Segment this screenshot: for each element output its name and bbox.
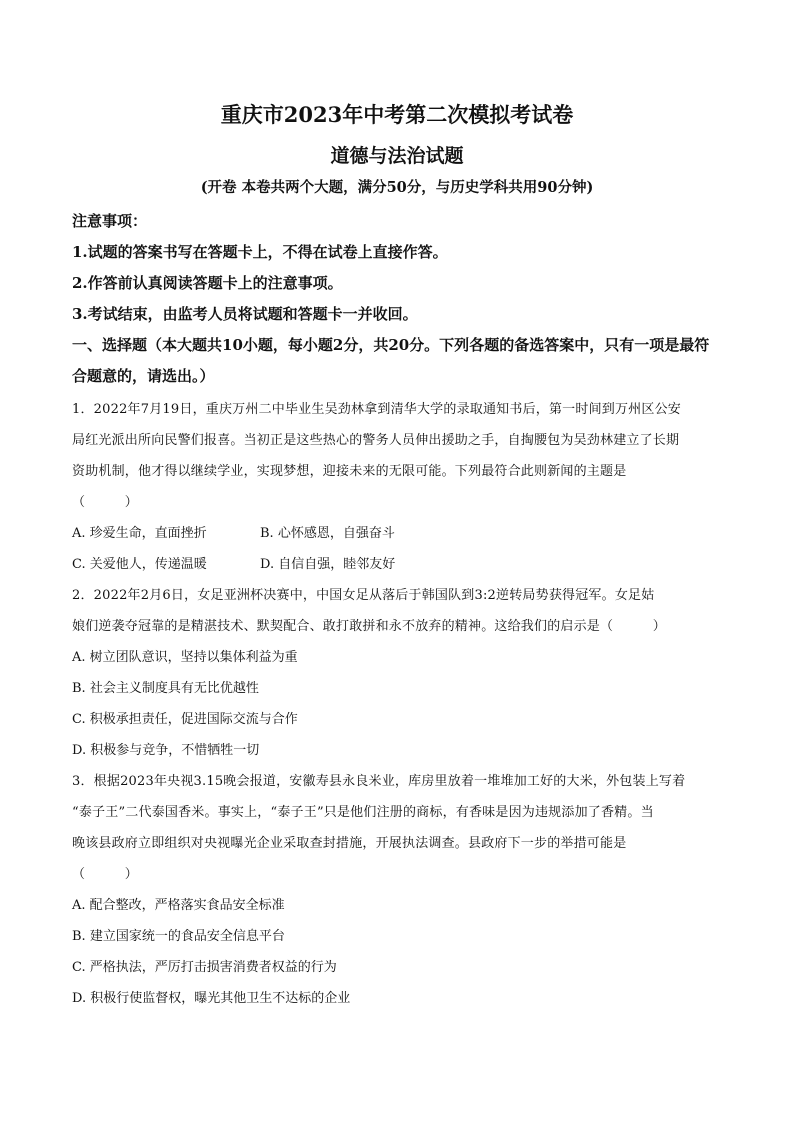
section-heading: 一、选择题（本大题共10小题，每小题2分，共20分。下列各题的备选答案中，只有一项是最符合题意的，请选出。） bbox=[72, 336, 710, 385]
note-item: 1.试题的答案书写在答题卡上，不得在试卷上直接作答。 bbox=[72, 243, 448, 261]
question-stem-line: 局红光派出所向民警们报喜。当初正是这些热心的警务人员伸出援助之手，自掏腰包为吴劲林建立了长期 bbox=[72, 433, 680, 448]
question-stem-line: 娘们逆袭夺冠靠的是精湛技术、默契配合、敢打敢拼和永不放弃的精神。这给我们的启示是（ ） bbox=[72, 619, 667, 634]
option-b: B. 社会主义制度具有无比优越性 bbox=[72, 681, 259, 696]
option-row bbox=[72, 518, 722, 549]
question-stem-line: 资助机制，他才得以继续学业，实现梦想，迎接未来的无限可能。下列最符合此则新闻的主题是 bbox=[72, 464, 627, 479]
question-stem-line: “泰子王”二代泰国香米。事实上，“泰子王”只是他们注册的商标，有香味是因为违规添加了香精。当 bbox=[72, 805, 654, 820]
option-b: B. 心怀感恩，自强奋斗 bbox=[260, 526, 395, 541]
question-stem-line: 晚该县政府立即组织对央视曝光企业采取查封措施，开展执法调查。县政府下一步的举措可能是 bbox=[72, 836, 627, 851]
answer-blank: （ ） bbox=[72, 867, 139, 882]
option-b: B. 建立国家统一的食品安全信息平台 bbox=[72, 929, 285, 944]
question-stem-line: 2．2022年2月6日，女足亚洲杯决赛中，中国女足从落后于韩国队到3:2逆转局势获得冠军。女足姑 bbox=[72, 588, 655, 603]
note-item: 2.作答前认真阅读答题卡上的注意事项。 bbox=[72, 274, 343, 292]
option-c: C. 严格执法，严厉打击损害消费者权益的行为 bbox=[72, 960, 337, 975]
option-d: D. 自信自强，睦邻友好 bbox=[260, 557, 396, 572]
note-item: 3.考试结束，由监考人员将试题和答题卡一并收回。 bbox=[72, 305, 418, 323]
question-stem-line: 1．2022年7月19日，重庆万州二中毕业生吴劲林拿到清华大学的录取通知书后，第一时间到万州区公安 bbox=[72, 402, 681, 417]
exam-subtitle: 道德与法治试题 bbox=[330, 145, 464, 167]
question-3 bbox=[72, 766, 722, 1014]
question-stem-line: 3．根据2023年央视3.15晚会报道，安徽寿县永良米业，库房里放着一堆堆加工好的大米，外包装上写着 bbox=[72, 774, 686, 789]
option-d: D. 积极参与竞争，不惜牺牲一切 bbox=[72, 743, 260, 758]
option-a: A. 配合整改，严格落实食品安全标准 bbox=[72, 898, 285, 913]
question-2 bbox=[72, 580, 722, 766]
option-d: D. 积极行使监督权，曝光其他卫生不达标的企业 bbox=[72, 991, 351, 1006]
option-c: C. 积极承担责任，促进国际交流与合作 bbox=[72, 712, 298, 727]
exam-title: 重庆市2023年中考第二次模拟考试卷 bbox=[220, 102, 574, 127]
option-row bbox=[72, 549, 722, 580]
question-1 bbox=[72, 394, 722, 580]
notes-heading: 注意事项： bbox=[72, 212, 148, 230]
exam-info: (开卷 本卷共两个大题，满分50分，与历史学科共用90分钟) bbox=[200, 179, 594, 196]
option-a: A. 树立团队意识，坚持以集体利益为重 bbox=[72, 650, 298, 665]
option-c: C. 关爱他人，传递温暖 bbox=[72, 557, 207, 572]
answer-blank: （ ） bbox=[72, 495, 139, 510]
option-a: A. 珍爱生命，直面挫折 bbox=[72, 526, 207, 541]
